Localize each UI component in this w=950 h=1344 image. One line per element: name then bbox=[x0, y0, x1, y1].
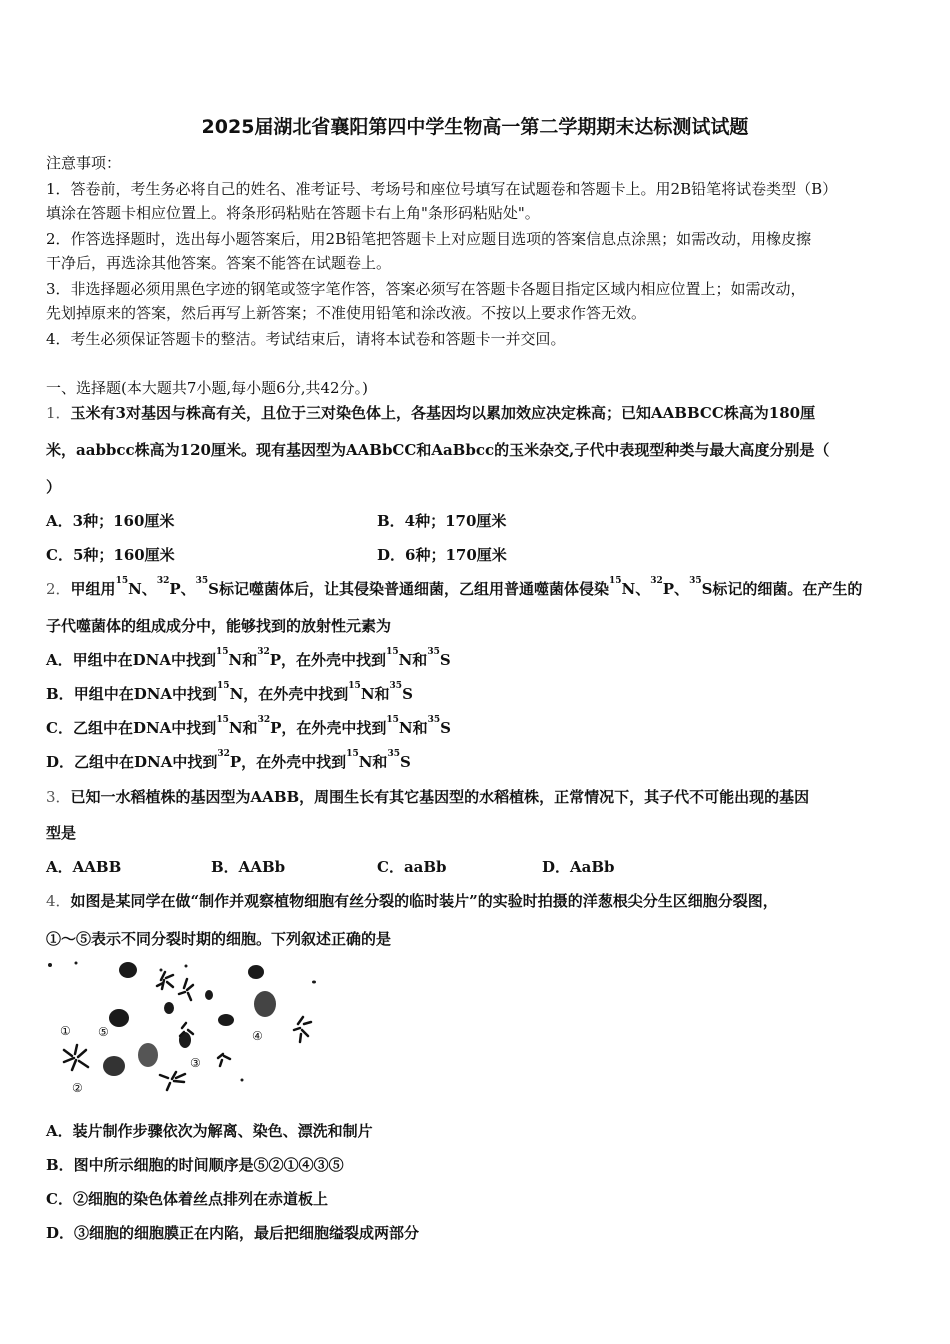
isotope-mass: 35 bbox=[427, 647, 440, 657]
q3-option-b[interactable]: B．AABb bbox=[211, 858, 286, 876]
page-title: 2025届湖北省襄阳第四中学生物高一第二学期期末达标测试试题 bbox=[201, 116, 749, 138]
isotope-mass: 15 bbox=[115, 576, 129, 586]
isotope-mass: 15 bbox=[609, 576, 622, 586]
q3-line1: 已知一水稻植株的基因型为AABB，周围生长有其它基因型的水稻植株，正常情况下，其子代不可能出现的基因 bbox=[70, 788, 810, 806]
figure-label: ⑤ bbox=[98, 1025, 109, 1039]
option-text: N和 bbox=[398, 651, 428, 669]
q2-option-a[interactable] bbox=[46, 649, 451, 670]
q2-option-d[interactable] bbox=[46, 751, 411, 772]
element: N、 bbox=[128, 580, 157, 598]
element: N、 bbox=[621, 580, 651, 598]
isotope-mass: 15 bbox=[216, 647, 229, 657]
figure-label: ③ bbox=[190, 1056, 201, 1070]
option-text: 甲组中在DNA中找到 bbox=[73, 685, 218, 703]
q4-line1: 如图是某同学在做“制作并观察植物细胞有丝分裂的临时装片”的实验时拍摄的洋葱根尖分生区细胞分裂图， bbox=[70, 892, 778, 910]
q2-option-b[interactable] bbox=[46, 683, 413, 704]
isotope-mass: 15 bbox=[386, 647, 399, 657]
question-4 bbox=[46, 890, 778, 911]
q1-option-d[interactable]: D．6种；170厘米 bbox=[377, 546, 507, 564]
option-text: P，在外壳中找到 bbox=[269, 651, 387, 669]
option-text: N和 bbox=[358, 753, 388, 771]
option-text: P，在外壳中找到 bbox=[229, 753, 347, 771]
q2-option-c[interactable] bbox=[46, 717, 451, 738]
question-number: 1． bbox=[46, 404, 71, 422]
isotope-mass: 15 bbox=[346, 749, 359, 759]
option-text: S bbox=[439, 651, 451, 669]
q3-option-d[interactable]: D．AaBb bbox=[542, 858, 615, 876]
q1-line2: 米，aabbcc株高为120厘米。现有基因型为AABbCC和AaBbcc的玉米杂交,子代中表现型种类与最大高度分别是（ bbox=[46, 441, 830, 459]
figure-label: ② bbox=[72, 1081, 83, 1094]
option-text: S bbox=[402, 685, 413, 703]
q3-option-a[interactable]: A．AABB bbox=[46, 858, 122, 876]
isotope-mass: 35 bbox=[195, 576, 209, 586]
isotope-mass: 15 bbox=[216, 715, 229, 725]
isotope-mass: 32 bbox=[650, 576, 663, 586]
q3-line2: 型是 bbox=[46, 824, 77, 842]
option-text: N，在外壳中找到 bbox=[229, 685, 349, 703]
isotope-mass: 15 bbox=[217, 681, 230, 691]
option-text: N和 bbox=[228, 719, 258, 737]
isotope-mass: 32 bbox=[156, 576, 170, 586]
isotope-mass: 32 bbox=[257, 647, 270, 657]
notice-line: 1．答卷前，考生务必将自己的姓名、准考证号、考场号和座位号填写在试题卷和答题卡上。用2B铅笔将试卷类型（B） bbox=[46, 180, 838, 198]
q1-option-b[interactable]: B．4种；170厘米 bbox=[377, 512, 507, 530]
q4-option-a[interactable]: A．装片制作步骤依次为解离、染色、漂洗和制片 bbox=[46, 1122, 373, 1140]
notice-line: 3．非选择题必须用黑色字迹的钢笔或签字笔作答，答案必须写在答题卡各题目指定区域内相应位置上；如需改动， bbox=[46, 280, 806, 298]
q1-line3: ） bbox=[46, 478, 62, 496]
q3-option-c[interactable]: C．aaBb bbox=[377, 858, 447, 876]
isotope-mass: 15 bbox=[348, 681, 361, 691]
option-label: D． bbox=[46, 753, 75, 771]
question-number: 3． bbox=[46, 788, 71, 806]
question-2 bbox=[46, 578, 862, 599]
question-3 bbox=[46, 786, 809, 807]
isotope-mass: 35 bbox=[689, 576, 702, 586]
option-text: N和 bbox=[228, 651, 258, 669]
q2-text: S标记噬菌体后，让其侵染普通细菌，乙组用普通噬菌体侵染 bbox=[208, 580, 609, 598]
cell-division-micrograph bbox=[46, 958, 326, 1094]
isotope-mass: 32 bbox=[257, 715, 271, 725]
figure-label: ④ bbox=[252, 1029, 263, 1043]
option-text: 乙组中在DNA中找到 bbox=[74, 753, 218, 771]
option-text: N和 bbox=[398, 719, 428, 737]
option-label: B． bbox=[46, 685, 74, 703]
q4-option-c[interactable]: C．②细胞的染色体着丝点排列在赤道板上 bbox=[46, 1190, 328, 1208]
option-text: 乙组中在DNA中找到 bbox=[72, 719, 217, 737]
figure-label: ① bbox=[60, 1024, 71, 1038]
option-text: 甲组中在DNA中找到 bbox=[72, 651, 216, 669]
q2-line2: 子代噬菌体的组成成分中，能够找到的放射性元素为 bbox=[46, 617, 392, 635]
isotope-mass: 32 bbox=[217, 749, 230, 759]
option-label: C． bbox=[46, 719, 73, 737]
option-text: S bbox=[440, 719, 451, 737]
section-heading: 一、选择题(本大题共7小题,每小题6分,共42分。) bbox=[46, 379, 368, 397]
q1-option-c[interactable]: C．5种；160厘米 bbox=[46, 546, 175, 564]
q4-option-b[interactable]: B．图中所示细胞的时间顺序是⑤②①④③⑤ bbox=[46, 1156, 344, 1174]
element: P、 bbox=[169, 580, 196, 598]
option-text: N和 bbox=[360, 685, 390, 703]
notice-line: 先划掉原来的答案，然后再写上新答案；不准使用铅笔和涂改液。不按以上要求作答无效。 bbox=[46, 304, 647, 322]
notice-line: 干净后，再选涂其他答案。答案不能答在试题卷上。 bbox=[46, 254, 392, 272]
isotope-mass: 15 bbox=[386, 715, 399, 725]
q2-text: 甲组用 bbox=[70, 580, 116, 598]
notice-line: 填涂在答题卡相应位置上。将条形码粘贴在答题卡右上角"条形码粘贴处"。 bbox=[46, 204, 540, 222]
q4-option-d[interactable]: D．③细胞的细胞膜正在内陷，最后把细胞缢裂成两部分 bbox=[46, 1224, 420, 1242]
isotope-mass: 35 bbox=[389, 681, 403, 691]
notice-heading: 注意事项： bbox=[46, 154, 122, 172]
q1-option-a[interactable]: A．3种；160厘米 bbox=[46, 512, 175, 530]
notice-line: 4．考生必须保证答题卡的整洁。考试结束后，请将本试卷和答题卡一并交回。 bbox=[46, 330, 566, 348]
option-text: P，在外壳中找到 bbox=[270, 719, 387, 737]
question-1 bbox=[46, 402, 815, 423]
element: P、 bbox=[662, 580, 690, 598]
q2-text: S标记的细菌。在产生的 bbox=[701, 580, 863, 598]
q4-line2: ①～⑤表示不同分裂时期的细胞。下列叙述正确的是 bbox=[46, 930, 392, 948]
isotope-mass: 35 bbox=[387, 749, 400, 759]
q1-line1: 玉米有3对基因与株高有关，且位于三对染色体上，各基因均以累加效应决定株高；已知AABBCC株高为180厘 bbox=[70, 404, 816, 422]
notice-line: 2．作答选择题时，选出每小题答案后，用2B铅笔把答题卡上对应题目选项的答案信息点涂黑；如需改动，用橡皮擦 bbox=[46, 230, 812, 248]
question-number: 2． bbox=[46, 580, 71, 598]
option-text: S bbox=[399, 753, 411, 771]
isotope-mass: 35 bbox=[427, 715, 441, 725]
question-number: 4． bbox=[46, 892, 71, 910]
option-label: A． bbox=[46, 651, 73, 669]
